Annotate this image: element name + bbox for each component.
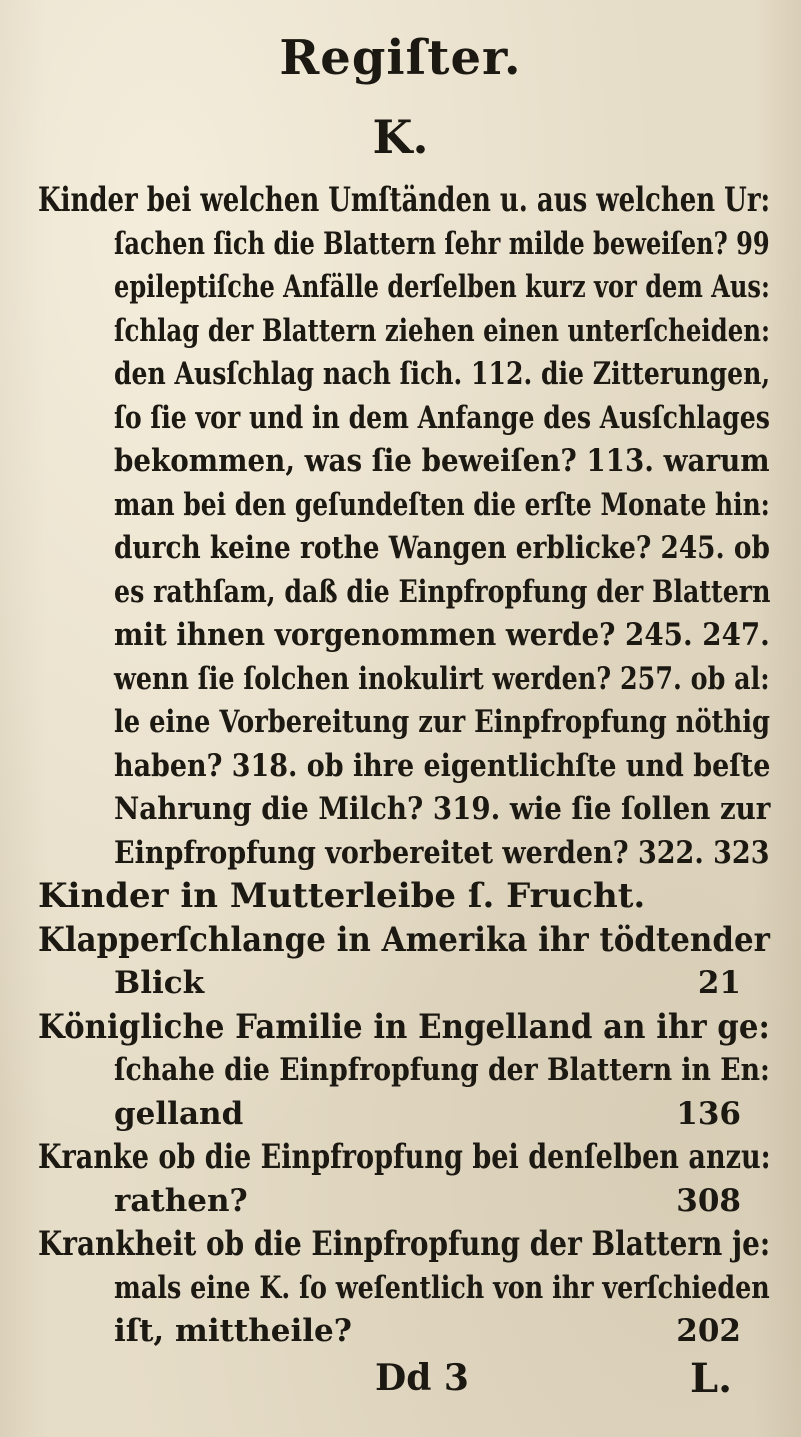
entry-line: iſt, mittheile? — [114, 1313, 352, 1349]
entry-line: durch keine rothe Wangen erblicke? 245. ob — [114, 530, 770, 566]
entry-line: epileptiſche Anfälle derſelben kurz vor dem Aus: — [114, 269, 770, 305]
entry-line: ſchahe die Einpfropfung der Blattern in En: — [114, 1052, 770, 1088]
entry-kranke: Kranke ob die Einpfropfung bei denſelben anzu: — [38, 1137, 771, 1177]
entry-line: ſachen ſich die Blattern ſehr milde beweiſen? 99 — [114, 225, 770, 262]
page-ref: 308 — [676, 1182, 741, 1219]
page-ref: 202 — [676, 1313, 741, 1349]
entry-line: Blick — [114, 965, 205, 1001]
entry-line: mit ihnen vorgenommen werde? 245. 247. — [114, 617, 770, 653]
entry-krankheit: Krankheit ob die Einpfropfung der Blattern je: — [38, 1224, 771, 1264]
entry-line: Nahrung die Milch? 319. wie ſie ſollen zur — [114, 791, 771, 827]
entry-line: den Ausſchlag nach ſich. 112. die Zitterungen, — [114, 356, 771, 392]
entry-line: es rathſam, daß die Einpfropfung der Blattern — [114, 573, 771, 610]
entry-koenigliche-familie: Königliche Familie in Engelland an ihr ge: — [38, 1006, 770, 1047]
entry-line: bekommen, was ſie beweiſen? 113. warum — [114, 443, 770, 479]
entry-klapperschlange: Klapperſchlange in Amerika ihr tödtender — [38, 919, 770, 960]
entry-line: gelland — [114, 1095, 244, 1132]
entry-line: ſchlag der Blattern ziehen einen unterſcheiden: — [114, 312, 771, 349]
entry-line: haben? 318. ob ihre eigentlichſte und beſte — [114, 747, 771, 784]
entry-kinder-mutterleibe: Kinder in Mutterleibe ſ. Frucht. — [38, 876, 646, 916]
running-head: Regiſter. — [279, 30, 522, 86]
page-ref: 136 — [676, 1095, 741, 1132]
entry-line: rathen? — [114, 1182, 248, 1219]
entry-line: le eine Vorbereitung zur Einpfropfung nöthig — [114, 704, 771, 740]
entry-kinder: Kinder bei welchen Umſtänden u. aus welchen Ur: — [38, 180, 771, 220]
entry-line: wenn ſie ſolchen inokulirt werden? 257. ob al: — [114, 660, 770, 697]
signature-mark: Dd 3 — [375, 1357, 469, 1399]
entry-line: Einpfropfung vorbereitet werden? 322. 323 — [114, 834, 770, 871]
section-letter: K. — [372, 110, 429, 164]
page-ref: 21 — [697, 965, 741, 1001]
entry-line: man bei den geſundeſten die erſte Monate hin: — [114, 486, 770, 523]
entry-line: ſo ſie vor und in dem Anfange des Ausſchlages — [114, 399, 770, 436]
entry-line: mals eine K. ſo weſentlich von ihr verſchieden — [114, 1269, 770, 1306]
catchword: L. — [690, 1355, 733, 1402]
